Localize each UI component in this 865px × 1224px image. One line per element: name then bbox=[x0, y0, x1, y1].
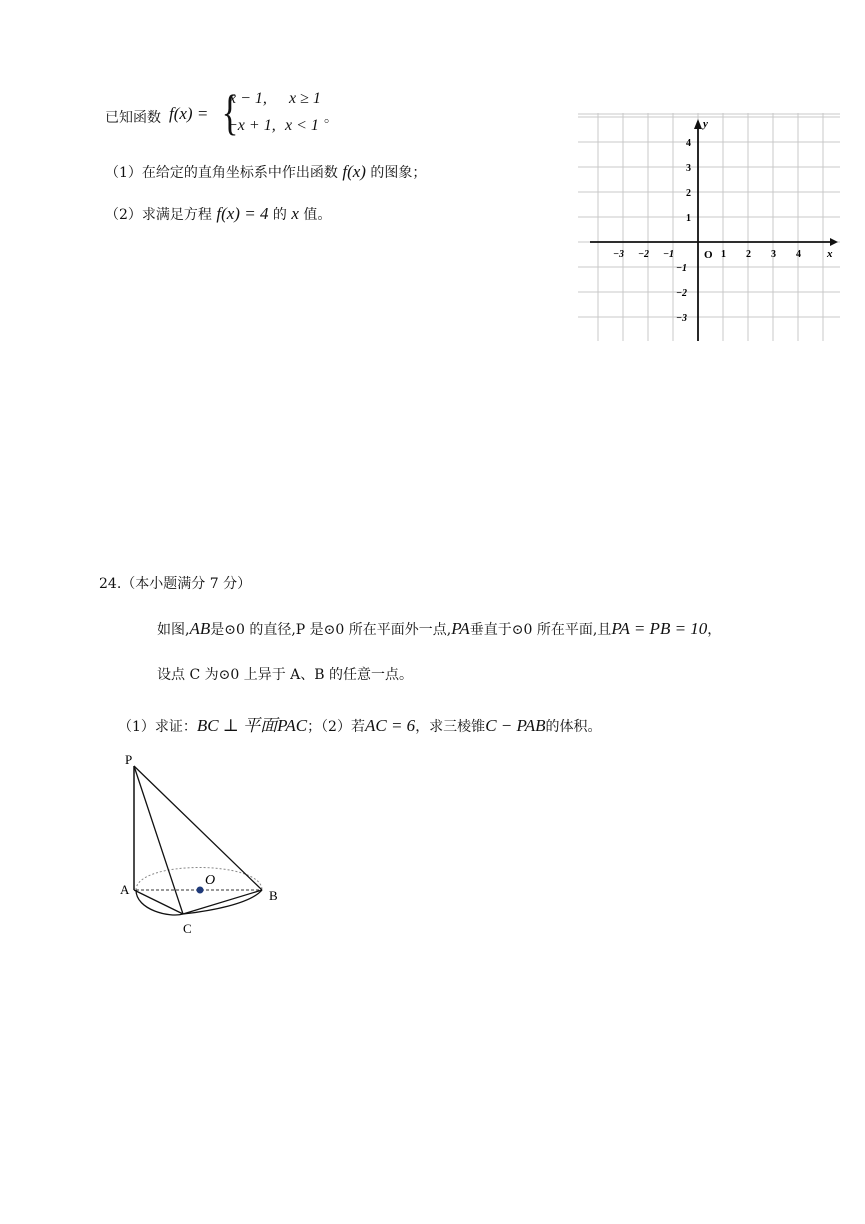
grid-lines bbox=[578, 113, 840, 341]
problem24-line2: 设点 C 为⊙0 上异于 A、B 的任意一点。 bbox=[157, 667, 413, 683]
case1-cond: x ≥ 1 bbox=[289, 90, 321, 107]
q2-prefix: （2）求满足方程 bbox=[105, 207, 212, 223]
x-tick-label: 4 bbox=[796, 249, 801, 260]
case1-expr: x − 1, bbox=[229, 90, 267, 107]
edge-pb bbox=[134, 766, 262, 890]
label-o: O bbox=[205, 873, 216, 888]
line1-a: 如图, bbox=[157, 622, 190, 638]
problem23-q1 bbox=[105, 162, 426, 182]
line1-ab: AB bbox=[189, 619, 211, 638]
coordinate-grid bbox=[578, 113, 843, 343]
y-tick-label: −1 bbox=[676, 263, 688, 274]
x-tick-label: 3 bbox=[771, 249, 776, 260]
line1-equation: PA = PB = 10 bbox=[611, 619, 708, 638]
q-end: 的体积。 bbox=[545, 719, 602, 735]
problem24-line1 bbox=[157, 619, 721, 639]
problem24-question bbox=[118, 711, 601, 736]
q2-mid: 的 bbox=[272, 207, 287, 223]
x-axis-label: x bbox=[827, 248, 833, 260]
line1-b: 是⊙0 的直径,P 是⊙0 所在平面外一点, bbox=[210, 622, 452, 638]
q2-var: x bbox=[291, 204, 299, 223]
x-tick-label: 2 bbox=[746, 249, 751, 260]
q-prefix: （1）求证： bbox=[118, 719, 197, 735]
q-cpab: C − PAB bbox=[485, 716, 546, 735]
y-tick-labels bbox=[676, 138, 691, 324]
label-b: B bbox=[269, 888, 278, 903]
x-tick-label: −1 bbox=[663, 249, 675, 260]
label-p: P bbox=[125, 752, 133, 767]
y-tick-label: −2 bbox=[676, 288, 688, 299]
line1-end: ， bbox=[707, 622, 722, 638]
q-mid2: ，求三棱锥 bbox=[415, 719, 486, 735]
edge-pc bbox=[134, 766, 183, 914]
q-mid1: ；（2）若 bbox=[307, 719, 365, 735]
line1-c: 垂直于⊙0 所在平面,且 bbox=[469, 622, 612, 638]
case2-cond: x < 1 bbox=[285, 117, 319, 134]
intro-fx: f(x) = bbox=[169, 104, 209, 123]
x-tick-label: 1 bbox=[721, 249, 726, 260]
base-circle-front bbox=[136, 890, 262, 915]
q2-equation: f(x) = 4 bbox=[216, 204, 269, 223]
problem24-header: 24.（本小题满分 7 分） bbox=[99, 576, 252, 592]
y-tick-label: 2 bbox=[686, 188, 691, 199]
line1-pa: PA bbox=[451, 619, 470, 638]
q2-suffix: 值。 bbox=[303, 207, 332, 223]
q1-fx: f(x) bbox=[342, 162, 366, 181]
x-tick-label: −2 bbox=[638, 249, 650, 260]
q1-suffix: 的图象； bbox=[370, 165, 427, 181]
y-tick-label: 1 bbox=[686, 213, 691, 224]
label-a: A bbox=[120, 882, 130, 897]
y-tick-label: 3 bbox=[686, 163, 691, 174]
x-axis-arrow bbox=[830, 238, 838, 246]
case2-expr: −x + 1, bbox=[227, 117, 276, 134]
y-axis-label: y bbox=[703, 118, 708, 130]
center-point-o bbox=[197, 887, 204, 894]
q-bc-perp: BC ⊥ 平面PAC bbox=[196, 716, 308, 735]
edge-cb bbox=[183, 890, 262, 914]
y-tick-label: −3 bbox=[676, 313, 688, 324]
x-tick-label: −3 bbox=[613, 249, 625, 260]
y-tick-label: 4 bbox=[686, 138, 691, 149]
piecewise-brace: { bbox=[221, 84, 239, 140]
label-c: C bbox=[183, 921, 192, 936]
origin-label: O bbox=[704, 249, 713, 261]
problem23-q2 bbox=[105, 204, 331, 224]
intro-prefix: 已知函数 bbox=[105, 110, 161, 126]
intro-end: 。 bbox=[324, 110, 338, 126]
y-axis-arrow bbox=[694, 119, 702, 129]
q1-prefix: （1）在给定的直角坐标系中作出函数 bbox=[105, 165, 338, 181]
q-ac: AC = 6 bbox=[364, 716, 416, 735]
pyramid-figure bbox=[110, 748, 300, 940]
